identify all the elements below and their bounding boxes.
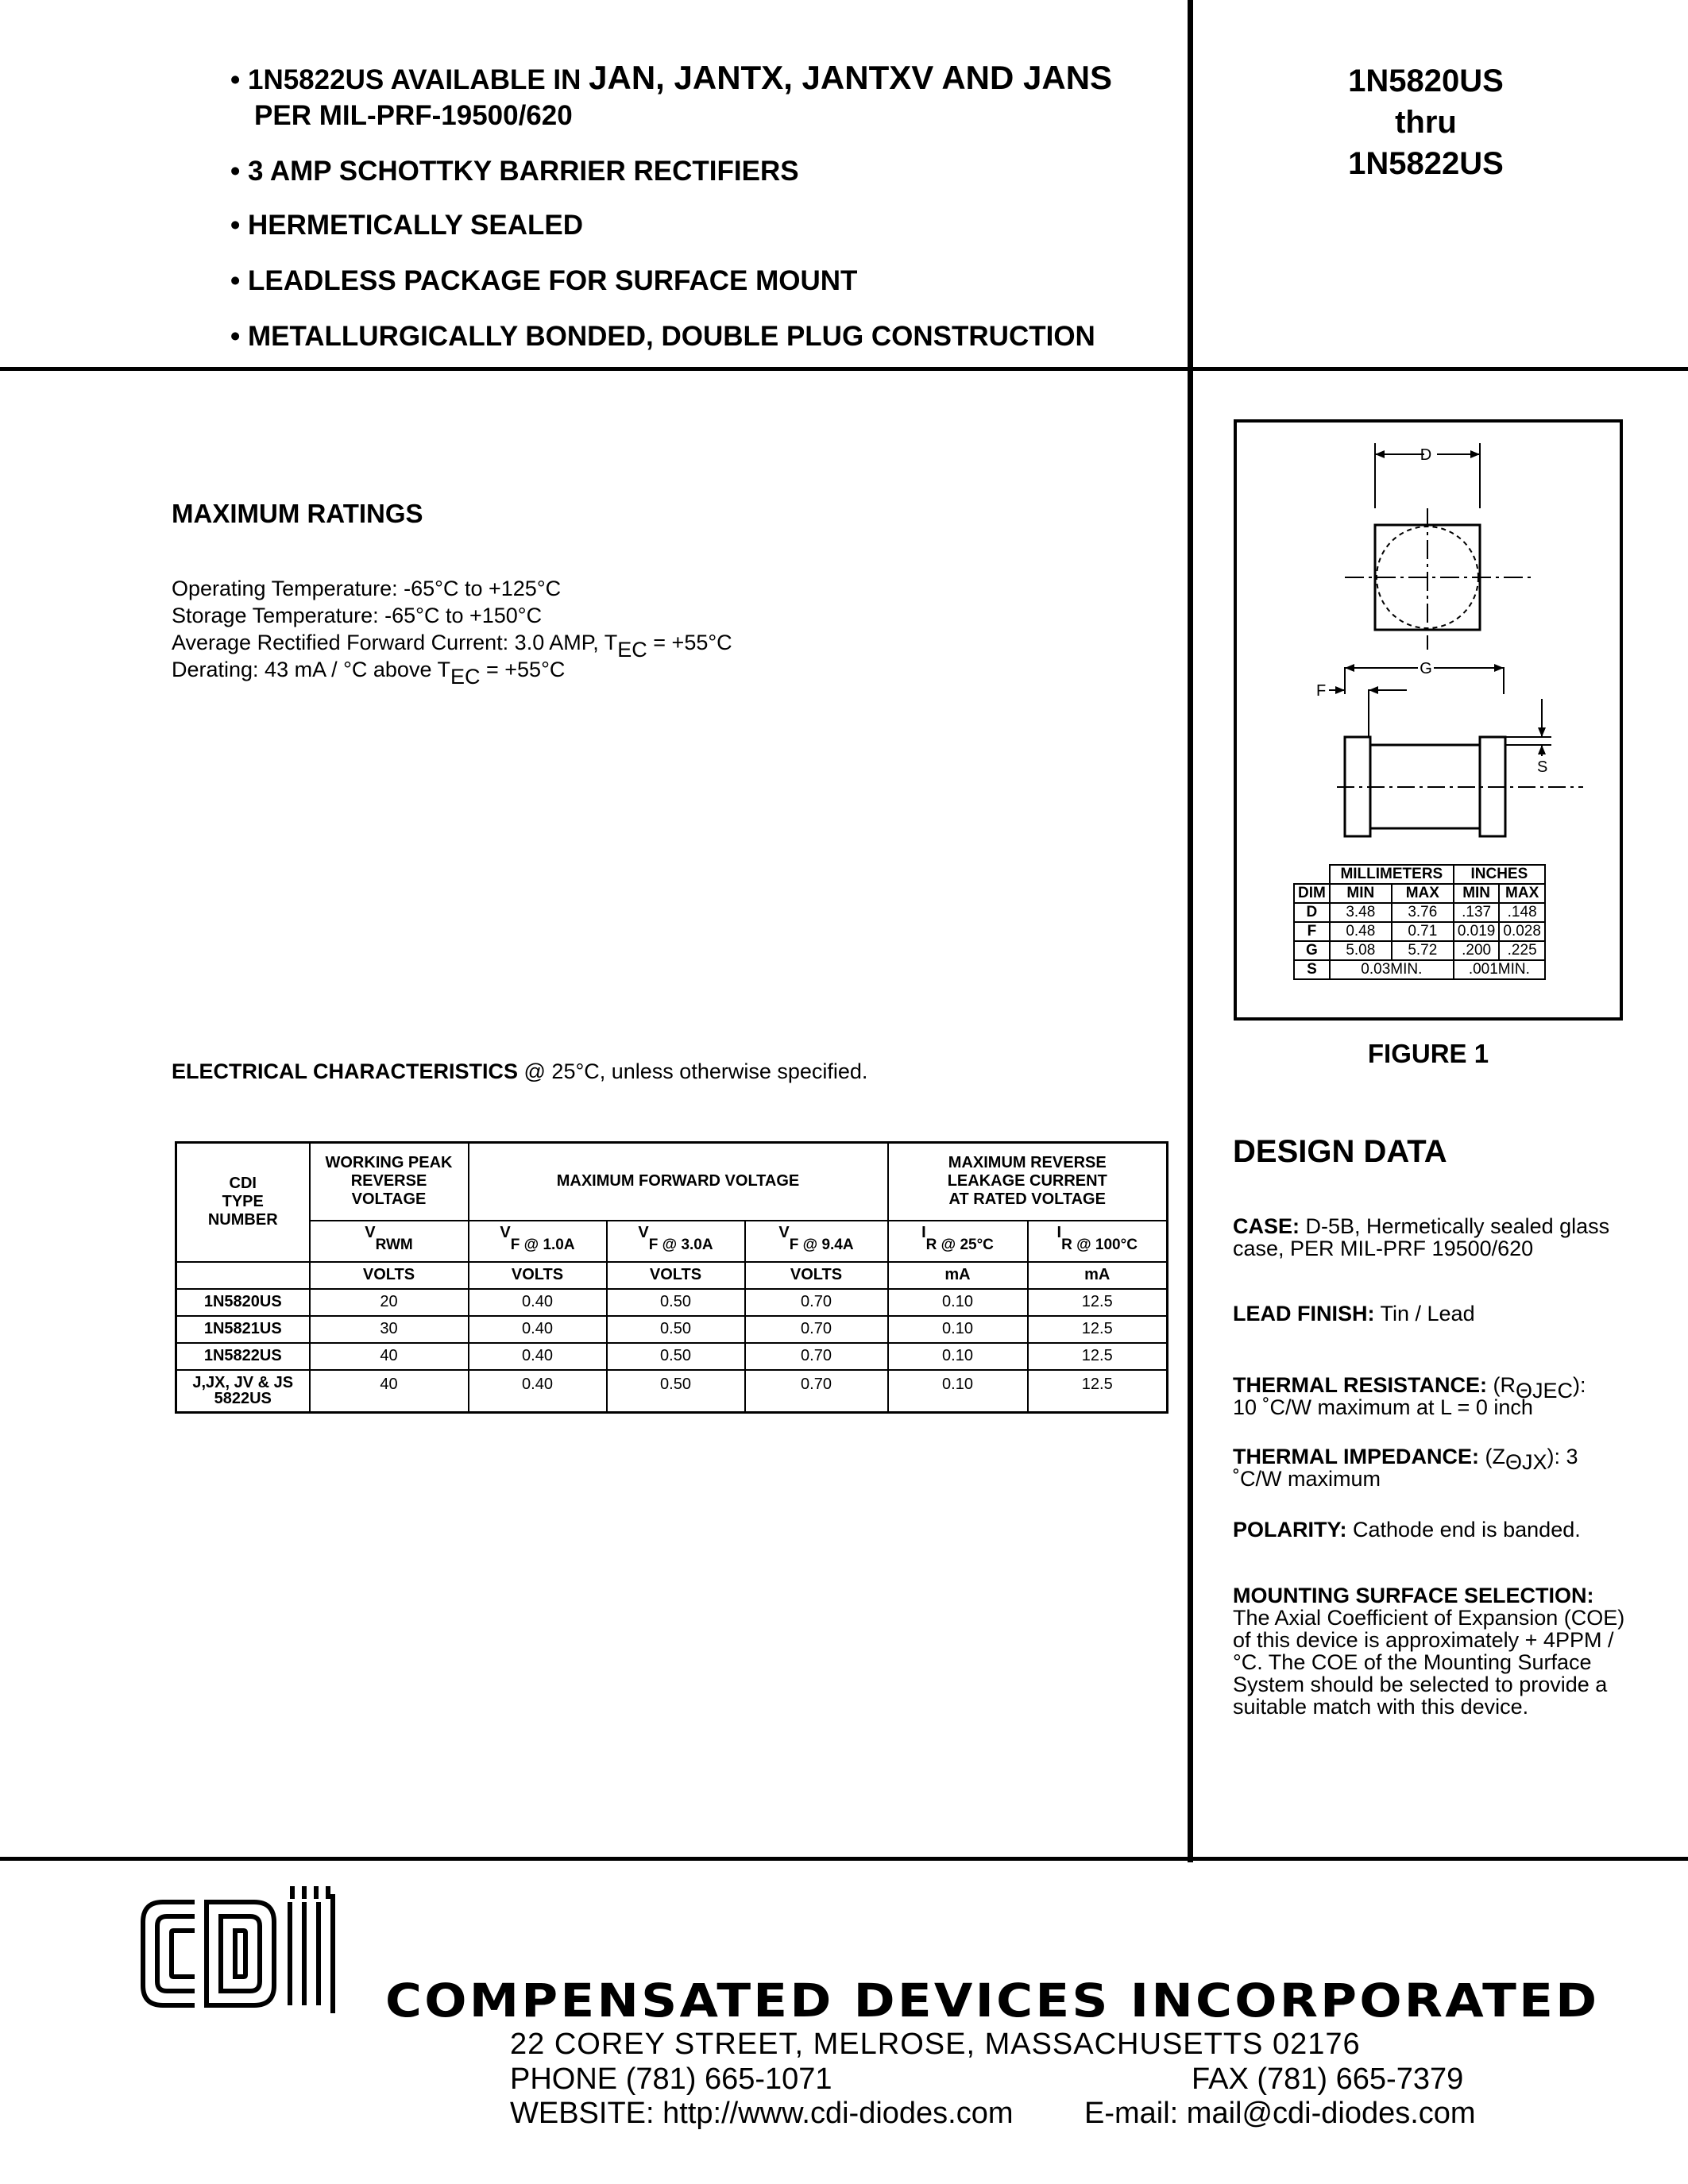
label-f: F xyxy=(1316,682,1327,700)
table-row: F 0.48 0.71 0.019 0.028 xyxy=(1294,922,1545,941)
feature-item: • 3 AMP SCHOTTKY BARRIER RECTIFIERS xyxy=(230,156,799,187)
design-polarity: POLARITY: Cathode end is banded. xyxy=(1233,1518,1581,1542)
col-header-mfv: MAXIMUM FORWARD VOLTAGE xyxy=(469,1143,888,1221)
electrical-title: ELECTRICAL CHARACTERISTICS @ 25°C, unless otherwise specified. xyxy=(172,1059,868,1083)
dimension-table: MILLIMETERS INCHES DIM MIN MAX MIN MAX D 3.48 3.76 .137 .148 F 0.48 0.71 0.019 0.028 G 5.08 5.72 .200 .225 S 0.03MIN. .001MIN. xyxy=(1293,864,1546,980)
max-ratings-title: MAXIMUM RATINGS xyxy=(172,499,423,528)
electrical-table: CDI TYPE NUMBER WORKING PEAK REVERSE VOLTAGE MAXIMUM FORWARD VOLTAGE MAXIMUM REVERSE LEAKAGE CURRENT AT RATED VOLTAGE $^V_{RWM}$ $^V_{F @ 1.0A}$ $^V_{F @ 3.0A}$ $^V_{F @ 9.4A}$ $^I_{R @ 25^\circ C}$ $^I_{R @ 100^\circ C}$ VOLTS VOLTS VOLTS VOLTS mA mA 1N5820US 20 0.40 0.50 0.70 0.10 12.5 1N5821US 30 0.40 0.50 0.70 0.10 12.5 1N5822US 40 0.40 0.50 0.70 0.10 12.5 J,JX, JV & JS 5822US 40 0.40 0.50 0.70 0.10 12.5 xyxy=(175,1141,1168,1414)
label-d: D xyxy=(1420,446,1432,464)
figure-caption: FIGURE 1 xyxy=(1367,1039,1489,1068)
table-row: S 0.03MIN. .001MIN. xyxy=(1294,960,1545,979)
design-mounting-surface: MOUNTING SURFACE SELECTION: The Axial Coefficient of Expansion (COE) of this device is approximately + 4PPM / °C. The COE of the Mounting Surface System should be selected to provide a suitable match with this device. xyxy=(1233,1584,1625,1719)
package-drawing xyxy=(1234,419,1623,864)
address: 22 COREY STREET, MELROSE, MASSACHUSETTS 02176 xyxy=(510,2028,1361,2061)
company-name: COMPENSATED DEVICES INCORPORATED xyxy=(385,1974,1600,2028)
max-ratings-list: Operating Temperature: -65°C to +125°C Storage Temperature: -65°C to +150°C Average Rectified Forward Current: 3.0 AMP, $T_{EC} = +55^\circ C$ Derating: 43 mA / °C above $T_{EC} = +55^\circ C$ xyxy=(172,577,732,689)
phone: PHONE (781) 665-1071 xyxy=(510,2062,832,2096)
email-link[interactable]: E-mail: mail@cdi-diodes.com xyxy=(1084,2097,1476,2130)
table-row: D 3.48 3.76 .137 .148 xyxy=(1294,903,1545,922)
table-row: 1N5822US 40 0.40 0.50 0.70 0.10 12.5 xyxy=(176,1343,1168,1370)
label-g: G xyxy=(1420,660,1432,677)
fax: FAX (781) 665-7379 xyxy=(1192,2062,1464,2096)
top-horizontal-rule xyxy=(0,367,1688,371)
col-header-cdi: CDI TYPE NUMBER xyxy=(176,1143,310,1262)
part-number-range: 1N5820US thru 1N5822US xyxy=(1348,64,1504,181)
design-data-title: DESIGN DATA xyxy=(1233,1134,1447,1169)
feature-item: • LEADLESS PACKAGE FOR SURFACE MOUNT xyxy=(230,265,858,296)
feature-item: • 1N5822US AVAILABLE IN JAN, JANTX, JANTXV AND JANS xyxy=(230,59,1113,96)
cdi-logo-icon xyxy=(135,1886,373,2029)
col-header-wpr: WORKING PEAK REVERSE VOLTAGE xyxy=(310,1143,469,1221)
label-s: S xyxy=(1537,758,1548,776)
table-row: 1N5820US 20 0.40 0.50 0.70 0.10 12.5 xyxy=(176,1289,1168,1316)
design-thermal-impedance: THERMAL IMPEDANCE: $(Z_{\Theta JX})$: 3 ˚C/W maximum xyxy=(1233,1445,1578,1491)
table-row: G 5.08 5.72 .200 .225 xyxy=(1294,941,1545,960)
table-row: J,JX, JV & JS 5822US 40 0.40 0.50 0.70 0.10 12.5 xyxy=(176,1370,1168,1413)
vertical-rule xyxy=(1188,0,1193,1862)
website-link[interactable]: WEBSITE: http://www.cdi-diodes.com xyxy=(510,2097,1014,2130)
bottom-horizontal-rule xyxy=(0,1857,1688,1861)
feature-item: • HERMETICALLY SEALED xyxy=(230,210,583,241)
design-case: CASE: D-5B, Hermetically sealed glass case, PER MIL-PRF 19500/620 xyxy=(1233,1214,1610,1260)
feature-item: • METALLURGICALLY BONDED, DOUBLE PLUG CONSTRUCTION xyxy=(230,321,1095,352)
design-lead-finish: LEAD FINISH: Tin / Lead xyxy=(1233,1302,1475,1325)
table-row: 1N5821US 30 0.40 0.50 0.70 0.10 12.5 xyxy=(176,1316,1168,1343)
design-thermal-resistance: THERMAL RESISTANCE: $(R_{\Theta JEC})$: 10 ˚C/W maximum at L = 0 inch xyxy=(1233,1373,1586,1419)
col-header-mrl: MAXIMUM REVERSE LEAKAGE CURRENT AT RATED VOLTAGE xyxy=(888,1143,1168,1221)
feature-item-sub: PER MIL-PRF-19500/620 xyxy=(254,100,573,131)
